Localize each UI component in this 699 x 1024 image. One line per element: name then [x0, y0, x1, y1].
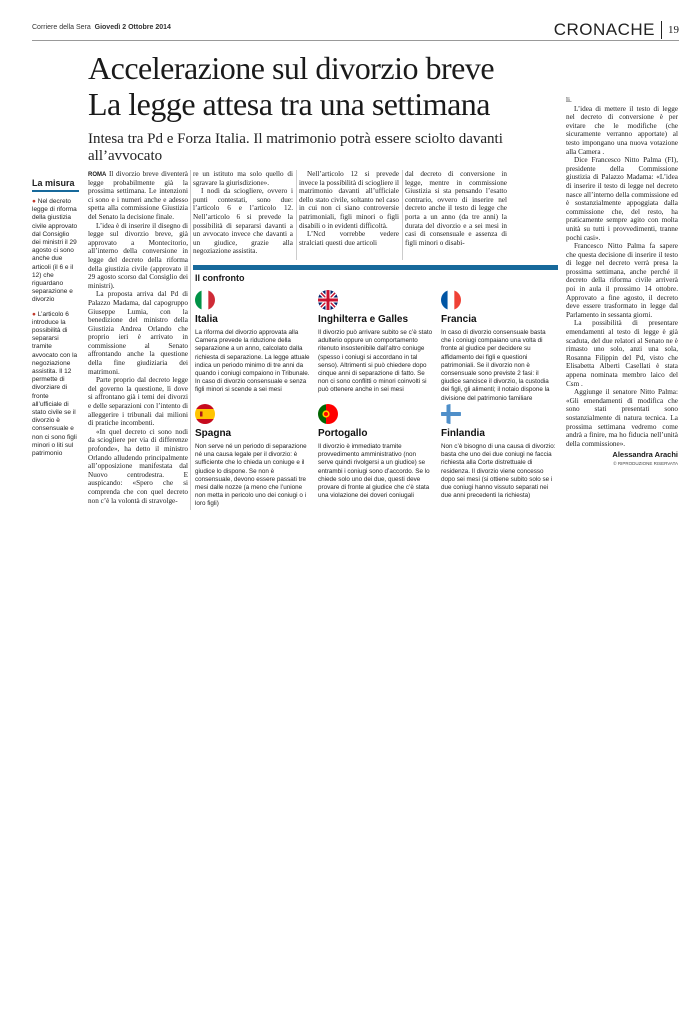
publication-name: Corriere della Sera [32, 24, 91, 31]
author-byline: Alessandra Arachi [612, 450, 678, 460]
column-rule [190, 170, 191, 510]
sidebar-item: ● Nel decreto legge di riforma della giustizia civile approvato dal Consiglio dei ministri il 29 agosto ci sono anche due articoli (il 6 e il 12) che riguardano separazione e divorzio [32, 198, 78, 304]
column-rule [296, 170, 297, 260]
article-paragraph: dal decreto di conversione in legge, mentre in commissione Giustizia si sta pensando l’esatto contrario, ovvero di inserire nel decreto anche il testo di legge che porta a un anno (da tre anni) la durata del divorzio e a sei mesi in casi di consensuale e assenza di figli minori o disabi- [405, 170, 507, 247]
section-title: CRONACHE [553, 20, 655, 39]
portugal-flag-icon [318, 404, 338, 424]
dateline: ROMA [88, 172, 107, 178]
article-paragraph: Dice Francesco Nitto Palma (FI), presidente della Commissione giustizia di Palazzo Madama: «L’idea di inserire il testo di legge nel decreto nasce all’interno della commissione ed è sostanzialmente appoggiata dalla commissione che, del resto, ha praticamente sempre agito con molta unità su tutti i provvedimenti, tranne pochi casi». [566, 156, 678, 242]
article-paragraph: Nell’articolo 12 si prevede invece la possibilità di sciogliere il matrimonio davanti all’ufficiale dello stato civile, soltanto nel caso in cui non ci siano controversie patrimoniali, figli minori o figli disabili o in evidenti difficoltà. [299, 170, 400, 230]
country-text: Non serve né un periodo di separazione né una causa legale per il divorzio: è sufficiente che lo chieda un coniuge e il giudice lo dispone. Se non è consensuale, devono essere passati tre mesi dalle nozze (a meno che l’unione non metta in pericolo uno dei coniugi o i loro figli) [195, 443, 307, 508]
article-paragraph: re un istituto ma solo quello di sgravare la giurisdizione». [193, 170, 293, 187]
country-inghilterra [318, 290, 433, 395]
country-italia [195, 290, 310, 395]
article-paragraph: «In quel decreto ci sono nodi da sciogliere per via di differenze profonde», ha detto il ministro Orlando alludendo principalmente all’opposizione manifestata dal Nuovo centrodestra. E auspicando: «Spero che si comprenda che con quel decreto non c’è la volontà di stravolge- [88, 427, 188, 505]
subtitle: Intesa tra Pd e Forza Italia. Il matrimonio potrà essere sciolto davanti all’avvocato [88, 131, 503, 164]
finland-flag-icon [441, 404, 461, 424]
article-paragraph: L’idea di mettere il testo di legge nel decreto di conversione è per evitare che le modifiche (che sicuramente verranno apportate) al testo impongano una nuova votazione alla Camera . [566, 104, 678, 156]
publication-header [32, 24, 171, 31]
article-column-4 [405, 170, 507, 247]
country-name: Spagna [195, 428, 232, 439]
country-text: La riforma del divorzio approvata alla Camera prevede la riduzione della separazione a un anno, calcolato dalla richiesta di separazione. La legge attuale indica un periodo minimo di tre anni da quando i coniugi compaiono in Tribunale. In caso di divorzio consensuale e senza figli minori si scende a sei mesi [195, 329, 310, 394]
headline [88, 50, 558, 122]
country-text: Non c’è bisogno di una causa di divorzio: basta che uno dei due coniugi ne faccia richiesta alla Corte distrettuale di residenza. Il divorzio viene concesso dopo sei mesi (si ottiene subito solo se i due coniugi hanno vissuto separati nei due anni precedenti la richiesta) [441, 443, 556, 500]
country-text: Il divorzio è immediato tramite provvedimento amministrativo (non serve quindi rivolgersi a un giudice) se entrambi i coniugi sono d’accordo. Se lo chiede solo uno dei due, questi deve provare di fronte al giudice che c’è stata una violazione dei doveri coniugali [318, 443, 430, 500]
country-name: Francia [441, 314, 477, 325]
spain-flag-icon [195, 404, 215, 424]
headline-line-1: Accelerazione sul divorzio breve [88, 50, 495, 86]
article-paragraph: Parte proprio dal decreto legge del governo la questione, lì dove si affrontano già i temi dei divorzi e delle separazioni con l’intento di alleggerire i tribunali dai milioni di pratiche incombenti. [88, 376, 188, 428]
article-column-1 [88, 170, 188, 505]
country-name: Finlandia [441, 428, 485, 439]
country-text: Il divorzio può arrivare subito se c’è stato adulterio oppure un comportamento ritenuto insostenibile dall’altro coniuge (spesso i coniugi si accordano in tal senso). Altrimenti si può chiedere dopo cinque anni di separazione di fatto. Se non ci sono conflitti o minori coinvolti si può ottenere anche in sei mesi [318, 329, 433, 394]
country-portogallo [318, 404, 433, 500]
italy-flag-icon [195, 290, 215, 310]
section-header [554, 20, 679, 40]
article-paragraph: La possibilità di presentare emendamenti al testo di legge è già scaduta, del due relatori al Senato ne è rimasto uno solo, anzi una sola, Rosanna Filippin del Pd, visto che Elisabetta Alberti Casellati è stata appena nominata membro laico del Csm . [566, 319, 678, 388]
uk-flag-icon [318, 290, 338, 310]
article-column-5 [566, 96, 678, 466]
country-francia [441, 290, 556, 403]
confronto-bar [193, 265, 558, 270]
country-name: Inghilterra e Galles [318, 314, 409, 325]
article-paragraph: I nodi da sciogliere, ovvero i punti contestati, sono due: l’articolo 6 e l’articolo 12. Nell’articolo 6 si prevede la possibilità di separarsi davanti a un avvocato invece che davanti a un giudice, grazie alla negoziazione assistita. [193, 187, 293, 256]
top-rule [32, 40, 679, 41]
country-name: Portogallo [318, 428, 368, 439]
article-paragraph: ROMA Il divorzio breve diventerà legge probabilmente già la prossima settimana. Le intenzioni ci sono e i numeri anche e adesso spetta alla commissione Giustizia del Senato la decisione finale. [88, 170, 189, 221]
article-paragraph: L’Ncd vorrebbe vedere stralciati questi due articoli [299, 230, 399, 247]
sidebar-title: La misura [32, 178, 79, 192]
article-paragraph: Francesco Nitto Palma fa sapere che questa decisione di inserire il testo di legge nel decreto verrà presa la prossima settimana, anche perché il decreto della riforma civile arriverà poi in aula il prossimo 14 ottobre. Approvato a fine agosto, il decreto deve essere trasformato in legge dal Parlamento in sessanta giorni. [566, 242, 678, 319]
publication-date: Giovedì 2 Ottobre 2014 [94, 24, 171, 31]
article-paragraph: li. [566, 96, 572, 104]
sidebar-item: ● L’articolo 6 introduce la possibilità di separarsi tramite avvocato con la negoziazione assistita. Il 12 permette di divorziare di fronte all’ufficiale di stato civile se il divorzio è consensuale e non ci sono figli minori o liti sul patrimonio [32, 310, 78, 458]
article-column-3 [299, 170, 399, 247]
article-paragraph: La proposta arriva dal Pd di Palazzo Madama, dal capogruppo Giuseppe Lumia, con la benedizione del ministro della Giustizia Andrea Orlando che proprio ieri è arrivato in commissione al Senato affrontando anche la questione della fine giudiziaria dei matrimoni. [88, 290, 188, 376]
article-paragraph: L’idea è di inserire il disegno di legge sul divorzio breve, già approvato a Montecitorio, all’interno della conversione in legge del decreto della riforma della giustizia civile (approvato il 29 agosto scorso dal Consiglio dei ministri). [88, 221, 188, 290]
country-text: In caso di divorzio consensuale basta che i coniugi compaiano una volta di fronte al giudice per decidere su affidamento dei figli e questioni patrimoniali. Se il divorzio non è consensuale sono previste 2 fasi: il giudice sancisce il divorzio, la custodia dei figli, gli alimenti; il notaio dispone la divisione del patrimonio familiare [441, 329, 550, 402]
sidebar-la-misura [32, 178, 79, 464]
article-column-2 [193, 170, 293, 256]
country-name: Italia [195, 314, 218, 325]
article-paragraph: Aggiunge il senatore Nitto Palma: «Gli emendamenti di modifica che sono stati presentati sono sostanzialmente di natura tecnica. La prossima settimana vedremo come andrà a finire, ma ho fiducia nell’unità della commissione». [566, 388, 678, 448]
confronto-title: Il confronto [195, 273, 245, 283]
bullet-icon: ● [32, 198, 36, 205]
france-flag-icon [441, 290, 461, 310]
country-finlandia [441, 404, 556, 500]
rights-notice: © RIPRODUZIONE RISERVATA [613, 461, 678, 467]
header-divider [661, 21, 662, 39]
bullet-icon: ● [32, 310, 36, 318]
country-spagna [195, 404, 310, 509]
column-rule [402, 170, 403, 260]
headline-line-2: La legge attesa tra una settimana [88, 86, 490, 122]
page-number: 19 [668, 24, 679, 36]
